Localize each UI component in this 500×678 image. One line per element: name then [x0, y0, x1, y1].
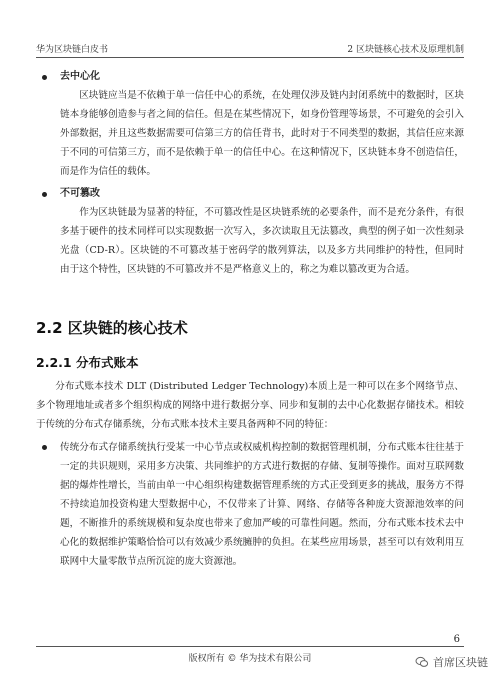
section-title: 2.2 区块链的核心技术	[36, 319, 188, 337]
page-content	[36, 64, 464, 571]
watermark-text: 首席区块链	[433, 656, 488, 669]
page-number: 6	[453, 634, 460, 645]
section-heading-text: 不可篡改	[60, 188, 100, 199]
subsection-title: 2.2.1 分布式账本	[36, 355, 139, 370]
copyright-notice: 版权所有 © 华为技术有限公司	[188, 654, 312, 664]
watermark	[415, 654, 488, 670]
paragraph-immutability: 作为区块链最为显著的特征，不可篡改性是区块链系统的必要条件，而不是充分条件，有很多基于硬件的技术同样可以实现数据一次写入，多次读取且无法篡改，典型的例子如一次性刻录光盘（CD-R）。区块链的不可篡改基于密码学的散列算法，以及多方共同维护的特性，但同时由于这个特性，区块链的不可篡改并不是严格意义上的，称之为难以篡改更为合适。	[60, 207, 464, 275]
section-heading-decentralization	[36, 68, 464, 86]
list-item	[36, 438, 464, 571]
header-doc-title: 华为区块链白皮书	[36, 45, 109, 55]
footer-divider	[36, 646, 464, 647]
bullet-icon	[42, 75, 47, 80]
paragraph-dlt-intro: 分布式账本技术 DLT (Distributed Ledger Technology)本质上是一种可以在多个网络节点、多个物理地址或者多个组织构成的网络中进行数据分享、同步和复制的去中心化数据存储技术。相较于传统的分布式存储系统，分布式账本技术主要具备两种不同的特征：	[36, 381, 464, 430]
bullet-icon	[42, 192, 47, 197]
paragraph-decentralization: 区块链应当是不依赖于单一信任中心的系统，在处理仅涉及链内封闭系统中的数据时，区块链本身能够创造参与者之间的信任。但是在某些情况下，如身份管理等场景，不可避免的会引入外部数据，并且这些数据需要可信第三方的信任背书，此时对于不同类型的数据，其信任应来源于不同的可信第三方，而不是依赖于单一的信任中心。在这种情况下，区块链本身不创造信任，而是作为信任的载体。	[60, 90, 464, 177]
section-heading-immutability	[36, 185, 464, 203]
list-item-text: 传统分布式存储系统执行受某一中心节点或权威机构控制的数据管理机制，分布式账本往往基于一定的共识规则，采用多方决策、共同维护的方式进行数据的存储、复制等操作。面对互联网数据的爆炸性增长，当前由单一中心组织构建数据管理系统的方式正受到更多的挑战，服务方不得不持续追加投资构建大型数据中心，不仅带来了计算、网络、存储等各种庞大资源池效率的问题，不断推升的系统规模和复杂度也带来了愈加严峻的可靠性问题。然而，分布式账本技术去中心化的数据维护策略恰恰可以有效减少系统臃肿的负担。在某些应用场景，甚至可以有效利用互联网中大量零散节点所沉淀的庞大资源池。	[60, 442, 464, 567]
bullet-icon	[42, 445, 47, 450]
header-chapter-title: 2 区块链核心技术及原理机制	[347, 45, 464, 55]
wechat-icon	[415, 655, 429, 669]
section-heading-text: 去中心化	[60, 71, 100, 82]
header-divider	[36, 57, 464, 58]
